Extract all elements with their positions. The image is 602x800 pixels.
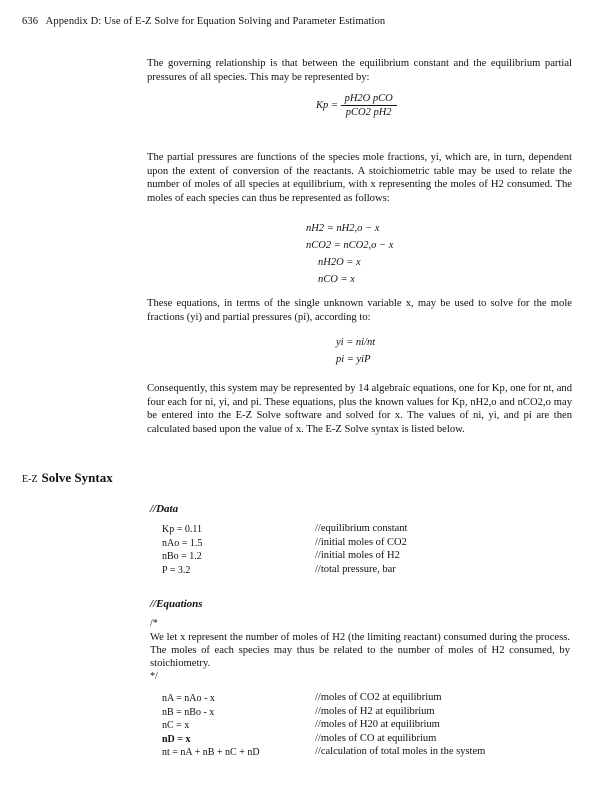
code-line: Kp = 0.11	[162, 524, 202, 535]
equation-line: nCO2 = nCO2,o − x	[306, 240, 394, 251]
code-line: nD = x	[162, 734, 191, 745]
code-comment: //initial moles of CO2	[315, 537, 407, 548]
paragraph-partial-pressures: The partial pressures are functions of the species mole fractions, yi, which are, in turn, dependent upon the extent of conversion of the reactants. A stoichiometric table may be used to relate the number of moles of all species at equilibrium, with x representing the moles of H2 consumed. The moles of each species can thus be represented as follows:	[147, 152, 572, 204]
page-number: 636	[22, 16, 39, 27]
code-line: nA = nAo - x	[162, 693, 215, 704]
code-line: nB = nBo - x	[162, 707, 215, 718]
code-comment: //moles of H2 at equilibrium	[315, 706, 435, 717]
code-comment: //calculation of total moles in the system	[315, 746, 486, 757]
paragraph-consequently: Consequently, this system may be represented by 14 algebraic equations, one for Kp, one for nt, and four each for ni, yi, and pi. These equations, plus the known values for Kp, nH2,o and nCO2,o may be entered into the E-Z Solve software and solved for x. The values of ni, yi, and pi are then calculated based upon the value of x. The E-Z Solve syntax is listed below.	[147, 383, 572, 435]
running-header	[22, 16, 385, 27]
comment-open: /*	[150, 618, 158, 629]
code-line: nt = nA + nB + nC + nD	[162, 747, 260, 758]
fraction-equations	[336, 334, 375, 368]
data-heading: //Data	[150, 503, 179, 515]
kp-lhs: Kp =	[316, 100, 338, 111]
equation-line: nH2O = x	[318, 257, 361, 268]
section-heading	[22, 470, 113, 486]
section-title: Solve Syntax	[41, 470, 113, 485]
moles-equations	[306, 220, 393, 288]
code-comment: //moles of H20 at equilibrium	[315, 719, 440, 730]
code-comment: //initial moles of H2	[315, 550, 400, 561]
code-comment: //equilibrium constant	[315, 523, 408, 534]
comment-close: */	[150, 671, 158, 682]
equations-heading: //Equations	[150, 598, 203, 610]
header-title: Appendix D: Use of E-Z Solve for Equation Solving and Parameter Estimation	[45, 16, 386, 27]
equation-line: pi = yiP	[336, 354, 371, 365]
kp-fraction	[341, 93, 397, 118]
code-line: nAo = 1.5	[162, 538, 203, 549]
section-prefix: E-Z	[22, 474, 38, 485]
code-comment: //total pressure, bar	[315, 564, 396, 575]
equation-line: nCO = x	[318, 274, 355, 285]
code-line: P = 3.2	[162, 565, 191, 576]
equation-line: yi = ni/nt	[336, 337, 376, 348]
equation-line: nH2 = nH2,o − x	[306, 223, 380, 234]
code-line: nC = x	[162, 720, 190, 731]
kp-numerator: pH2O pCO	[341, 93, 397, 106]
kp-denominator: pCO2 pH2	[345, 107, 392, 118]
code-comment: //moles of CO at equilibrium	[315, 733, 437, 744]
kp-equation	[316, 93, 397, 118]
paragraph-unknown-variable: These equations, in terms of the single unknown variable x, may be used to solve for the mole fractions (yi) and partial pressures (pi), according to:	[147, 298, 572, 323]
comment-body: We let x represent the number of moles of H2 (the limiting reactant) consumed during the process. The moles of each species may thus be related to the number of moles of H2 consumed, by stoichiometry.	[150, 632, 570, 669]
paragraph-governing: The governing relationship is that between the equilibrium constant and the equilibrium partial pressures of all species. This may be represented by:	[147, 58, 572, 83]
code-line: nBo = 1.2	[162, 551, 202, 562]
code-comment: //moles of CO2 at equilibrium	[315, 692, 442, 703]
